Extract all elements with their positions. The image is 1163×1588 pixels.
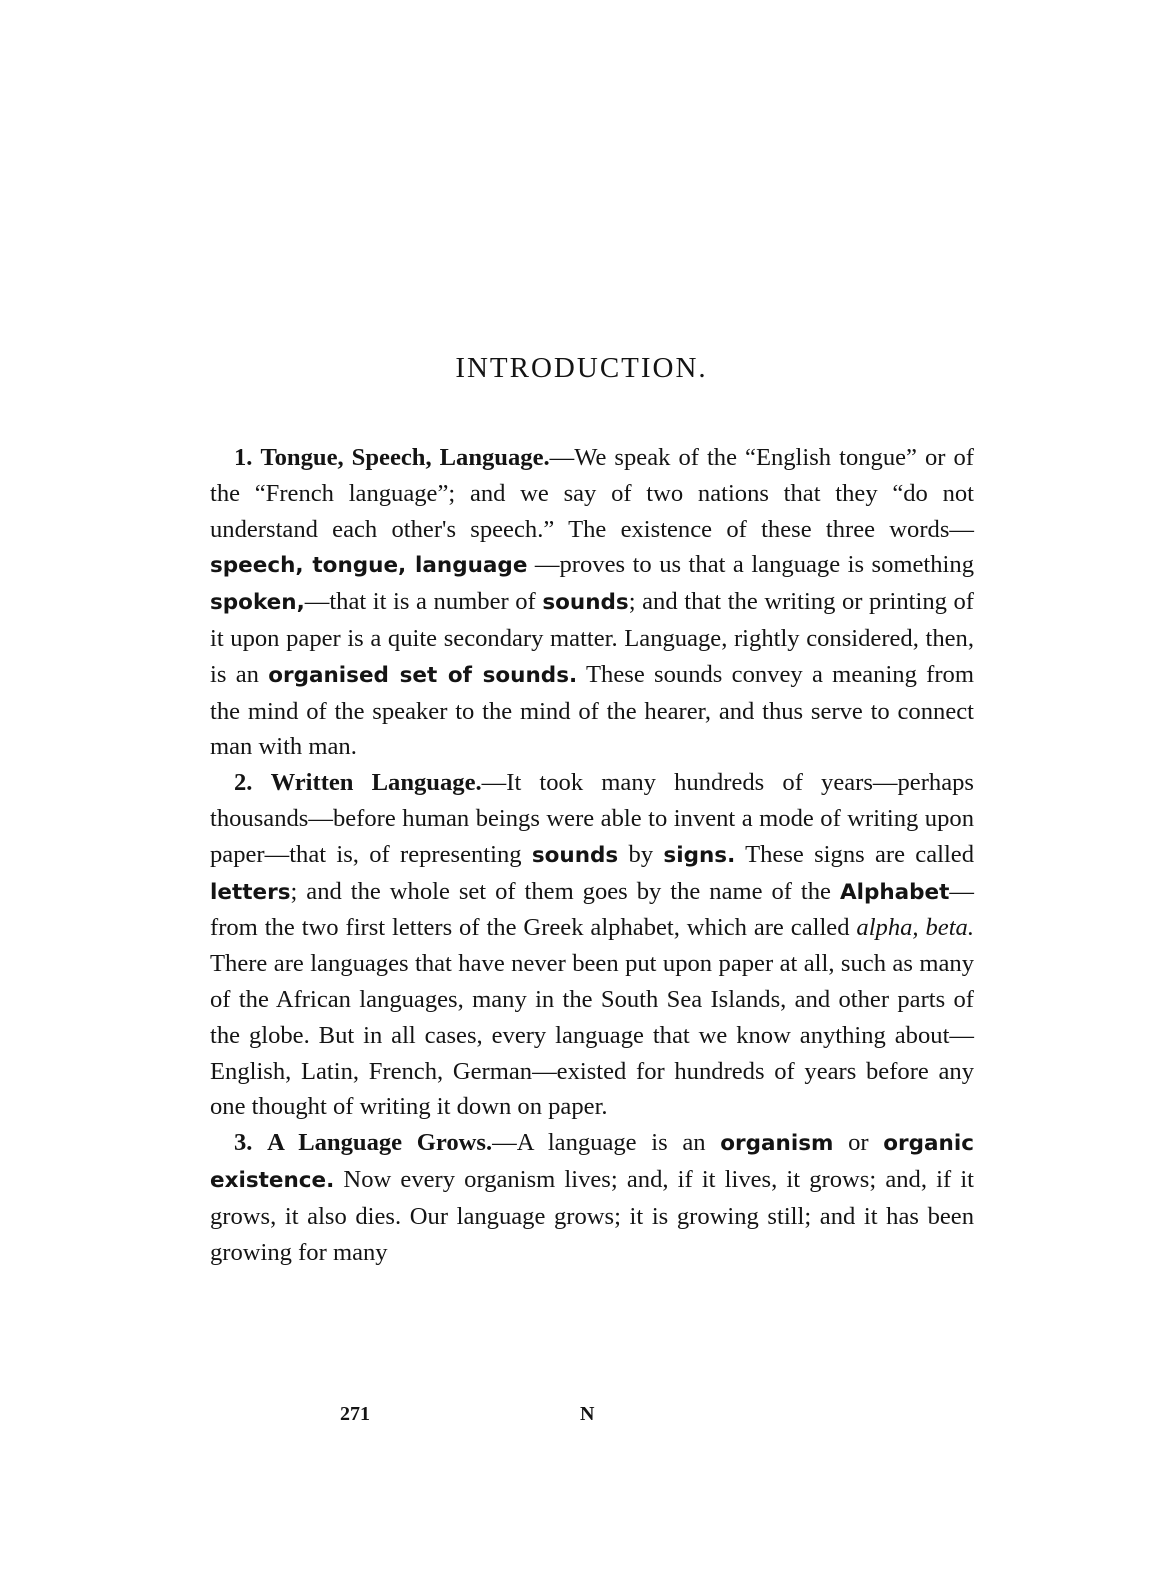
bold-term: letters <box>210 879 291 905</box>
text-run: ; and the whole set of them goes by the name of the <box>290 877 840 905</box>
text-run: There are languages that have never been put upon paper at all, such as many of the African languages, many in the South Sea Islands, and other parts of the globe. But in all cases, every language that we know anything about—English, Latin, French, German—existed for hundreds of years before any one thought of writing it down on paper. <box>210 950 974 1121</box>
signature-mark: N <box>580 1403 595 1425</box>
text-run: —A language is an <box>492 1129 721 1157</box>
section-number: 1. <box>234 444 253 471</box>
text-run: These sounds convey a meaning from the mind of the speaker to the mind of the hearer, and thus serve to connect man with man. <box>210 660 974 761</box>
section-heading: Written Language. <box>270 769 482 797</box>
text-run: ; and that the writing or printing of it upon paper is a quite secondary matter. Language, rightly considered, then, is an <box>210 588 974 688</box>
section-number: 2. <box>234 769 253 797</box>
paragraph-2 <box>210 765 974 1125</box>
text-run: —from the two first letters of the Greek alphabet, which are called <box>210 877 974 942</box>
text-run: —proves to us that a language is something <box>527 551 974 579</box>
page-number: 271 <box>340 1403 370 1425</box>
bold-term: Alphabet <box>839 879 950 905</box>
paragraph-3 <box>210 1125 974 1270</box>
text-run: by <box>618 840 664 868</box>
section-heading: A Language Grows. <box>267 1129 493 1157</box>
page-title: INTRODUCTION. <box>455 352 708 384</box>
text-run: —that it is a number of <box>304 588 543 616</box>
bold-term: sounds <box>542 590 629 616</box>
section-number: 3. <box>234 1129 253 1157</box>
bold-term: organised set of sounds. <box>268 662 578 688</box>
text-run: or <box>833 1129 884 1157</box>
italic-term: alpha, beta. <box>856 914 974 942</box>
bold-term: signs. <box>663 842 736 868</box>
text-run: —We speak of the “English tongue” or of the “French language”; and we say of two nations that they “do not understand each other's speech.” The existence of these three words— <box>210 444 974 543</box>
bold-term: speech, tongue, language <box>210 553 528 579</box>
text-run: Now every organism lives; and, if it lives, it grows; and, if it grows, it also dies. Our language grows; it is growing still; and it has been growing for many <box>210 1165 974 1266</box>
bold-term: sounds <box>531 842 619 868</box>
bold-term: organic existence. <box>210 1131 974 1193</box>
text-run: These signs are called <box>735 840 974 868</box>
paragraph-1 <box>210 440 974 765</box>
section-heading: Tongue, Speech, Language. <box>260 444 550 471</box>
bold-term: organism <box>720 1131 834 1157</box>
text-run: —It took many hundreds of years—perhaps thousands—before human beings were able to invent a mode of writing upon paper—that is, of representing <box>210 769 974 868</box>
bold-term: spoken, <box>210 590 305 616</box>
body-text <box>210 440 974 1270</box>
